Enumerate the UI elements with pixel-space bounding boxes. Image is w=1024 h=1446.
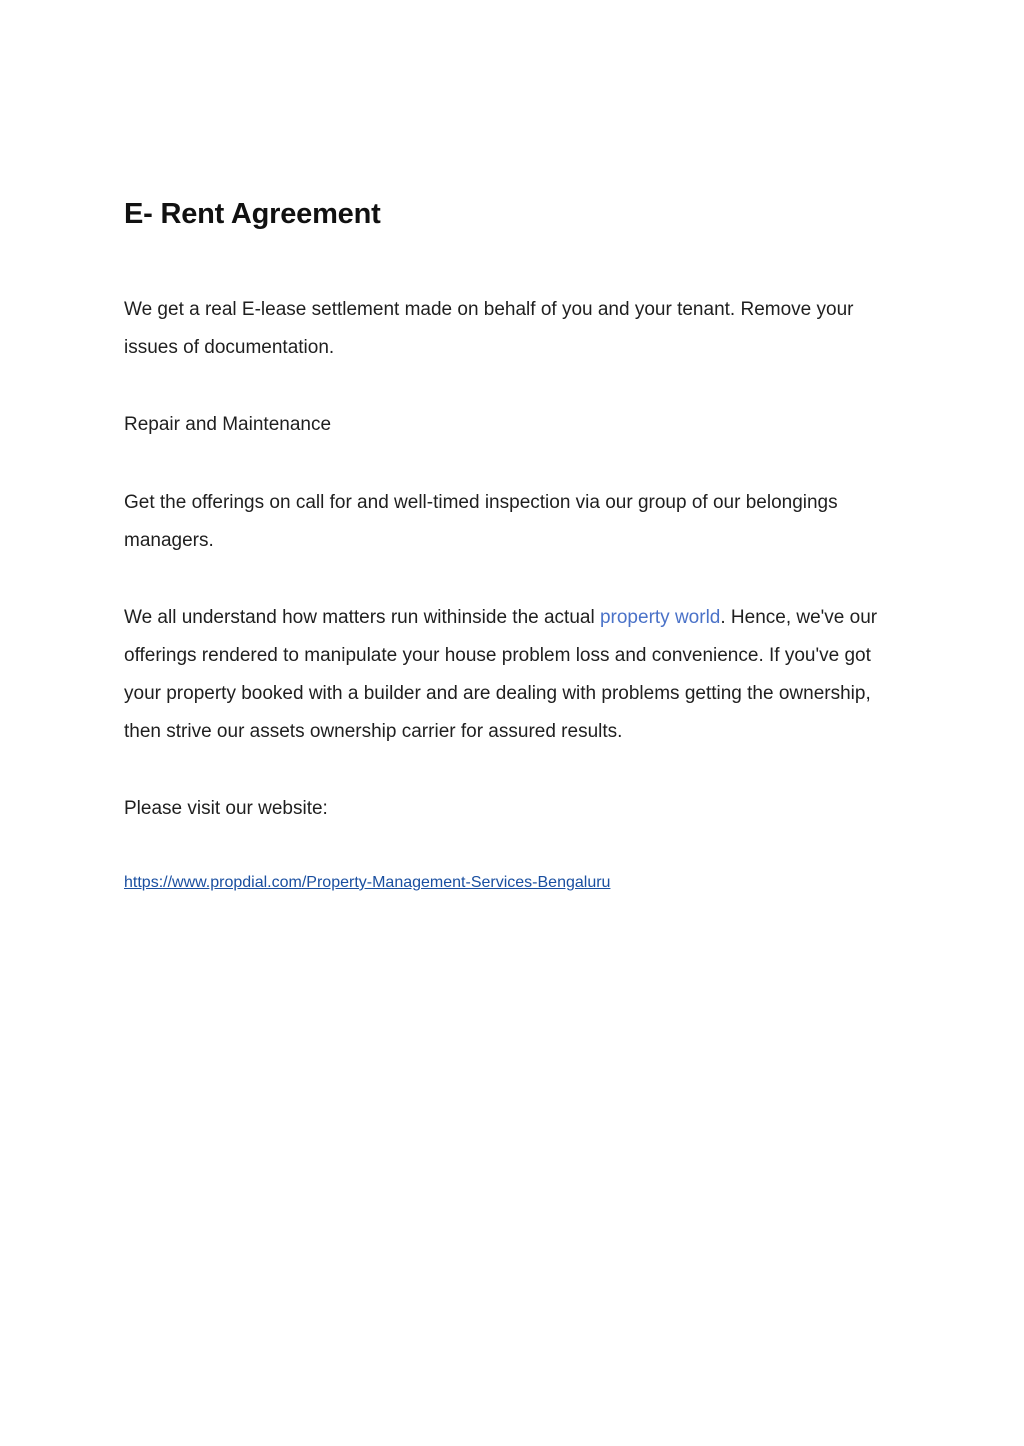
website-url-link[interactable]: https://www.propdial.com/Property-Management-Services-Bengaluru bbox=[124, 874, 611, 891]
paragraph-text-after-link: . Hence, we've our offerings rendered to manipulate your house problem loss and convenience. If you've got your property booked with a builder and are dealing with problems getting the ownership, then strive our assets ownership carrier for assured results. bbox=[124, 607, 878, 742]
property-world-link[interactable]: property world bbox=[599, 607, 721, 628]
section-heading-repair: Repair and Maintenance bbox=[124, 414, 332, 435]
property-world-paragraph bbox=[124, 599, 904, 751]
visit-website-text: Please visit our website: bbox=[124, 798, 328, 819]
intro-paragraph: We get a real E-lease settlement made on behalf of you and your tenant. Remove your issues of documentation. bbox=[124, 299, 854, 358]
repair-paragraph: Get the offerings on call for and well-timed inspection via our group of our belongings managers. bbox=[124, 492, 838, 551]
document-title: E- Rent Agreement bbox=[124, 198, 381, 230]
paragraph-text-before-link: We all understand how matters run withinside the actual bbox=[124, 607, 600, 628]
